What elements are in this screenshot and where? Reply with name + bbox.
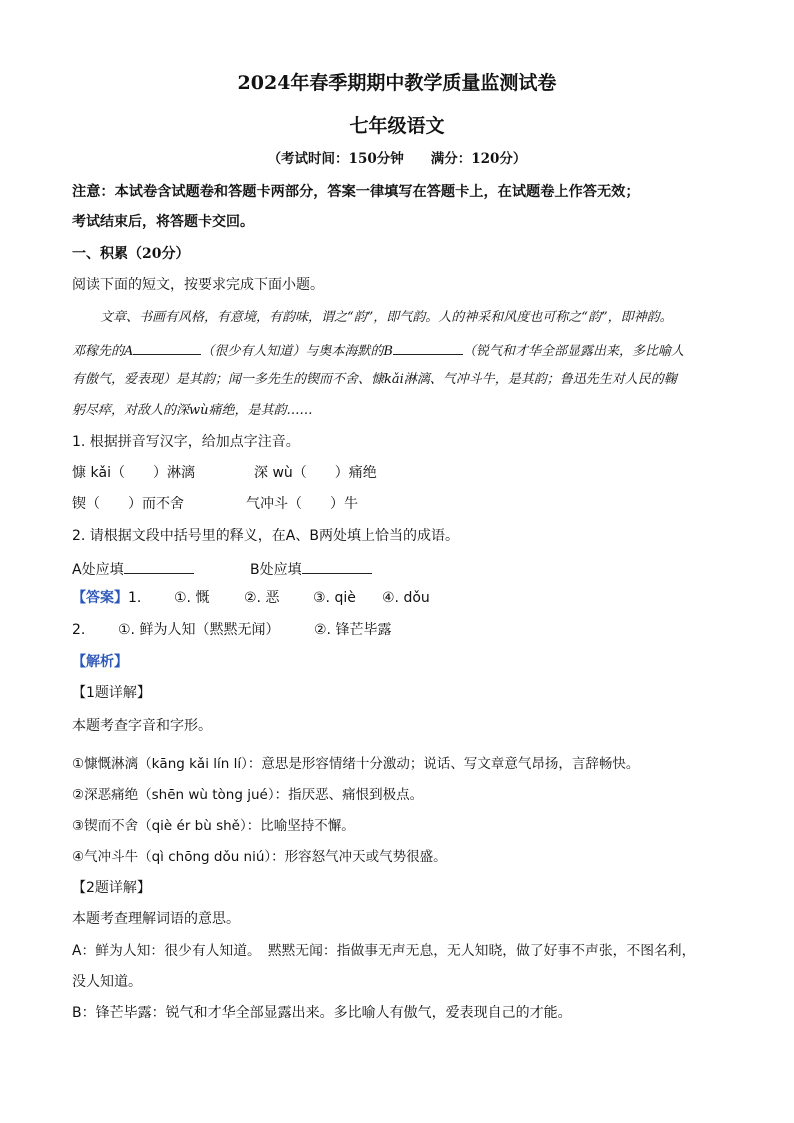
answer-blank-a bbox=[124, 559, 194, 574]
passage-text: （很少有人知道）与奥本海默的B bbox=[201, 344, 393, 359]
question-1-item-d: 气冲斗（ ）牛 bbox=[246, 496, 358, 512]
passage-line-4: 躬尽瘁，对敌人的深wù痛绝，是其韵…… bbox=[72, 403, 313, 418]
section-instruction: 阅读下面的短文，按要求完成下面小题。 bbox=[72, 277, 324, 293]
answer-blank-b bbox=[302, 559, 372, 574]
passage-line-3: 有傲气，爱表现）是其韵；闻一多先生的锲而不舍、慷kǎi淋漓、气冲斗牛，是其韵；鲁迅先生对人民的鞠 bbox=[72, 372, 677, 387]
exam-info: （考试时间：150分钟 满分：120分） bbox=[267, 151, 527, 167]
answer-label: 【答案】 bbox=[72, 590, 128, 606]
question-1-item-b: 深 wù（ ）痛绝 bbox=[254, 465, 377, 481]
question-1-item-a: 慷 kǎi（ ）淋漓 bbox=[72, 465, 196, 481]
blank-b bbox=[393, 341, 463, 355]
question-2-label-b: B处应填 bbox=[250, 562, 302, 578]
detail-1-line: ③锲而不舍（qiè ér bù shě）：比喻坚持不懈。 bbox=[72, 818, 355, 834]
blank-a bbox=[133, 341, 201, 355]
detail-1-intro: 本题考查字音和字形。 bbox=[72, 718, 212, 734]
detail-2-b-line: B：锋芒毕露：锐气和才华全部显露出来。多比喻人有傲气，爱表现自己的才能。 bbox=[72, 1005, 572, 1021]
passage-text: 邓稼先的A bbox=[72, 344, 134, 359]
question-2-item-b bbox=[250, 559, 372, 579]
answer-row-1 bbox=[72, 590, 141, 607]
answer-q1-item: ④. dǒu bbox=[382, 590, 430, 606]
answer-q1-item: ②. 恶 bbox=[244, 590, 280, 606]
exam-subject: 七年级语文 bbox=[349, 115, 445, 137]
passage-text: （锐气和才华全部显露出来，多比喻人 bbox=[462, 344, 684, 359]
notice-line-2: 考试结束后，将答题卡交回。 bbox=[72, 214, 254, 230]
analysis-label: 【解析】 bbox=[72, 654, 128, 670]
detail-1-heading: 【1题详解】 bbox=[72, 685, 151, 701]
detail-2-heading: 【2题详解】 bbox=[72, 880, 151, 896]
question-2-item-a bbox=[72, 559, 194, 579]
question-1-item-c: 锲（ ）而不舍 bbox=[72, 496, 184, 512]
detail-2-intro: 本题考查理解词语的意思。 bbox=[72, 911, 240, 927]
answer-q1-number: 1. bbox=[128, 590, 142, 606]
answer-q2-item: ①. 鲜为人知（黙黙无闻） bbox=[118, 622, 280, 638]
answer-q1-item: ①. 慨 bbox=[174, 590, 210, 606]
question-1-stem: 1. 根据拼音写汉字，给加点字注音。 bbox=[72, 434, 300, 450]
question-2-stem: 2. 请根据文段中括号里的释义，在A、B两处填上恰当的成语。 bbox=[72, 528, 459, 544]
detail-2-a-line-2: 没人知道。 bbox=[72, 974, 142, 990]
passage-line-1: 文章、书画有风格，有意境，有韵味，谓之“韵”，即气韵。人的神采和风度也可称之“韵”，即神韵。 bbox=[100, 310, 673, 325]
passage-line-2 bbox=[72, 341, 684, 360]
section-heading: 一、积累（20分） bbox=[72, 246, 190, 262]
detail-2-a-line-1: A：鲜为人知：很少有人知道。 黙黙无闻：指做事无声无息，无人知晓，做了好事不声张，不图名利， bbox=[72, 943, 696, 959]
answer-q2-item: ②. 锋芒毕露 bbox=[314, 622, 392, 638]
detail-1-line: ②深恶痛绝（shēn wù tòng jué）：指厌恶、痛恨到极点。 bbox=[72, 787, 424, 803]
detail-1-line: ④气冲斗牛（qì chōng dǒu niú）：形容怒气冲天或气势很盛。 bbox=[72, 849, 447, 865]
exam-title: 2024年春季期期中教学质量监测试卷 bbox=[237, 72, 557, 94]
detail-1-line: ①慷慨淋漓（kāng kǎi lín lí）：意思是形容情绪十分激动；说话、写文章意气昂扬，言辞畅快。 bbox=[72, 756, 640, 772]
answer-q1-item: ③. qiè bbox=[313, 590, 356, 606]
notice-line-1: 注意：本试卷含试题卷和答题卡两部分，答案一律填写在答题卡上，在试题卷上作答无效； bbox=[72, 184, 640, 200]
answer-q2-number: 2. bbox=[72, 622, 86, 638]
question-2-label-a: A处应填 bbox=[72, 562, 124, 578]
